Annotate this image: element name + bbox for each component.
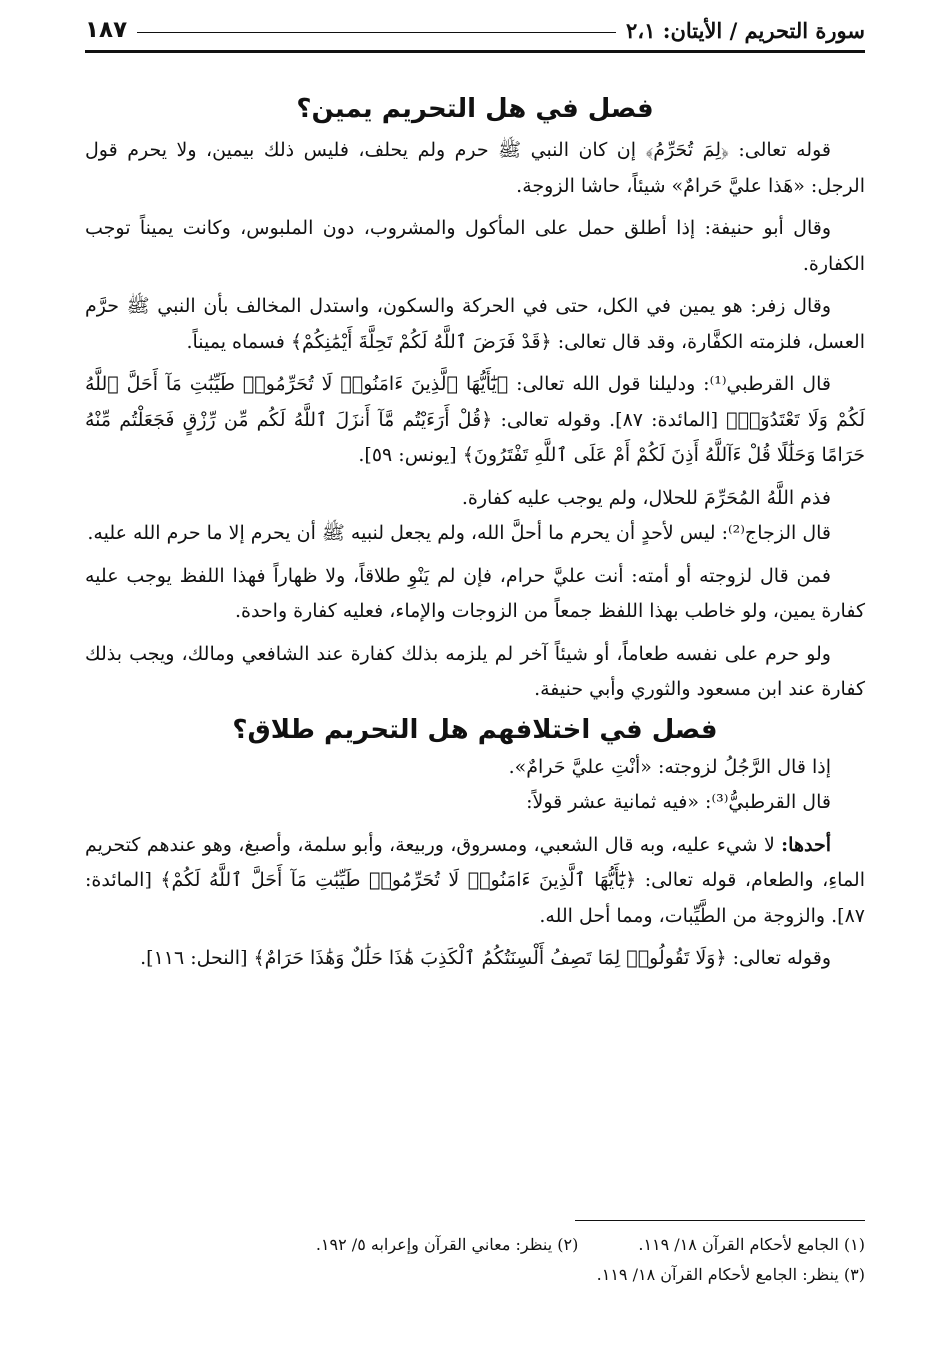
running-header bbox=[85, 10, 865, 53]
page-number: ١٨٧ bbox=[85, 17, 128, 43]
paragraph: قال الزجاج⁽²⁾: ليس لأحدٍ أن يحرم ما أحلَّ الله، ولم يجعل لنبيه ﷺ أن يحرم إلا ما حرم الله عليه. bbox=[87, 522, 831, 544]
opinion-text: لا شيء عليه، وبه قال الشعبي، ومسروق، وربيعة، وأبو سلمة، وأصبغ، وهو عندهم كتحريم الماءِ، والطعام، قوله تعالى: ﴿يَٰٓأَيُّهَا ٱلَّذِينَ ءَامَنُوا۟ لَا تُحَرِّمُوا۟ طَيِّبَٰتِ مَآ أَحَلَّ ٱللَّهُ لَكُمْ﴾ [المائدة: ٨٧]. والزوجة من الطَّيِّبات، ومما أحل الله. bbox=[85, 833, 865, 927]
paragraph: وقال أبو حنيفة: إذا أطلق حمل على المأكول والمشروب، دون الملبوس، وكانت يميناً توجب الكفارة. bbox=[85, 217, 865, 275]
footnote-row bbox=[85, 1260, 865, 1290]
paragraph: قال القرطبي⁽¹⁾: ودليلنا قول الله تعالى: ﴿يَٰٓأَيُّهَا ٱلَّذِينَ ءَامَنُوا۟ لَا تُحَرِّمُوا۟ طَيِّبَٰتِ مَآ أَحَلَّ ٱللَّهُ لَكُمْ وَلَا تَعْتَدُوٓا۟﴾ [المائدة: ٨٧]. وقوله تعالى: ﴿قُلْ أَرَءَيْتُم مَّآ أَنزَلَ ٱللَّهُ لَكُم مِّن رِّزْقٍ فَجَعَلْتُم مِّنْهُ حَرَامًا وَحَلَٰلًا قُلْ ءَآللَّهُ أَذِنَ لَكُمْ أَمْ عَلَى ٱللَّهِ تَفْتَرُونَ﴾ [يونس: ٥٩]. bbox=[85, 373, 865, 466]
paragraph: فمن قال لزوجته أو أمته: أنت عليَّ حرام، فإن لم يَنْوِ طلاقاً، ولا ظهاراً فهذا اللفظ يوجب عليه كفارة يمين، ولو خاطب بهذا اللفظ جمعاً من الزوجات والإماء، فعليه كفارة واحدة. bbox=[85, 564, 865, 622]
paragraph-first-opinion bbox=[85, 828, 865, 935]
paragraph: قوله تعالى: ﴿لِمَ تُحَرِّمُ﴾ إن كان النبي ﷺ حرم ولم يحلف، فليس ذلك بيمين، ولا يحرم قول الرجل: «هَذا عليَّ حَرامٌ» شيئاً، حاشا الزوجة. bbox=[85, 139, 865, 197]
paragraph: وقوله تعالى: ﴿وَلَا تَقُولُوا۟ لِمَا تَصِفُ أَلْسِنَتُكُمُ ٱلْكَذِبَ هَٰذَا حَلَٰلٌ وَهَٰذَا حَرَامٌ﴾ [النحل: ١١٦]. bbox=[140, 947, 831, 969]
paragraph: إذا قال الرَّجُلُ لزوجته: «أنْتِ عليَّ حَرامٌ». bbox=[508, 755, 831, 778]
footnote-row bbox=[85, 1230, 865, 1260]
footnote-3: (٣) ينظر: الجامع لأحكام القرآن ١٨/ ١١٩. bbox=[596, 1265, 865, 1284]
paragraph: قال القرطبيُّ⁽³⁾: «فيه ثمانية عشر قولاً: bbox=[526, 791, 831, 813]
section-body-divorce bbox=[85, 750, 865, 977]
section-heading-oath: فصل في هل التحريم يمين؟ bbox=[296, 94, 654, 124]
section-body-oath bbox=[85, 133, 865, 708]
paragraph: فذم اللَّهُ المُحَرِّمَ للحلال، ولم يوجب عليه كفارة. bbox=[461, 486, 831, 509]
opinion-lead-word: أحدها: bbox=[781, 833, 831, 856]
footnote-divider bbox=[575, 1220, 865, 1221]
paragraph: ولو حرم على نفسه طعاماً، أو شيئاً آخر لم يلزمه بذلك كفارة عند الشافعي ومالك، ويجب بذلك كفارة عند ابن مسعود والثوري وأبي حنيفة. bbox=[85, 642, 865, 700]
footnote-1: (١) الجامع لأحكام القرآن ١٨/ ١١٩. bbox=[638, 1235, 865, 1254]
footnote-2: (٢) ينظر: معاني القرآن وإعرابه ٥/ ١٩٢. bbox=[315, 1235, 579, 1254]
book-page bbox=[85, 10, 865, 1350]
header-rule bbox=[137, 32, 616, 33]
running-title: سورة التحريم / الأيتان: ٢،١ bbox=[626, 17, 865, 43]
paragraph: وقال زفر: هو يمين في الكل، حتى في الحركة والسكون، واستدل المخالف بأن النبي ﷺ حرَّم العسل، فلزمته الكفَّارة، وقد قال تعالى: ﴿قَدْ فَرَضَ ٱللَّهُ لَكُمْ تَحِلَّةَ أَيْمَٰنِكُمْ﴾ فسماه يميناً. bbox=[85, 295, 865, 353]
footnotes bbox=[85, 1230, 865, 1290]
section-heading-divorce: فصل في اختلافهم هل التحريم طلاق؟ bbox=[232, 714, 718, 745]
